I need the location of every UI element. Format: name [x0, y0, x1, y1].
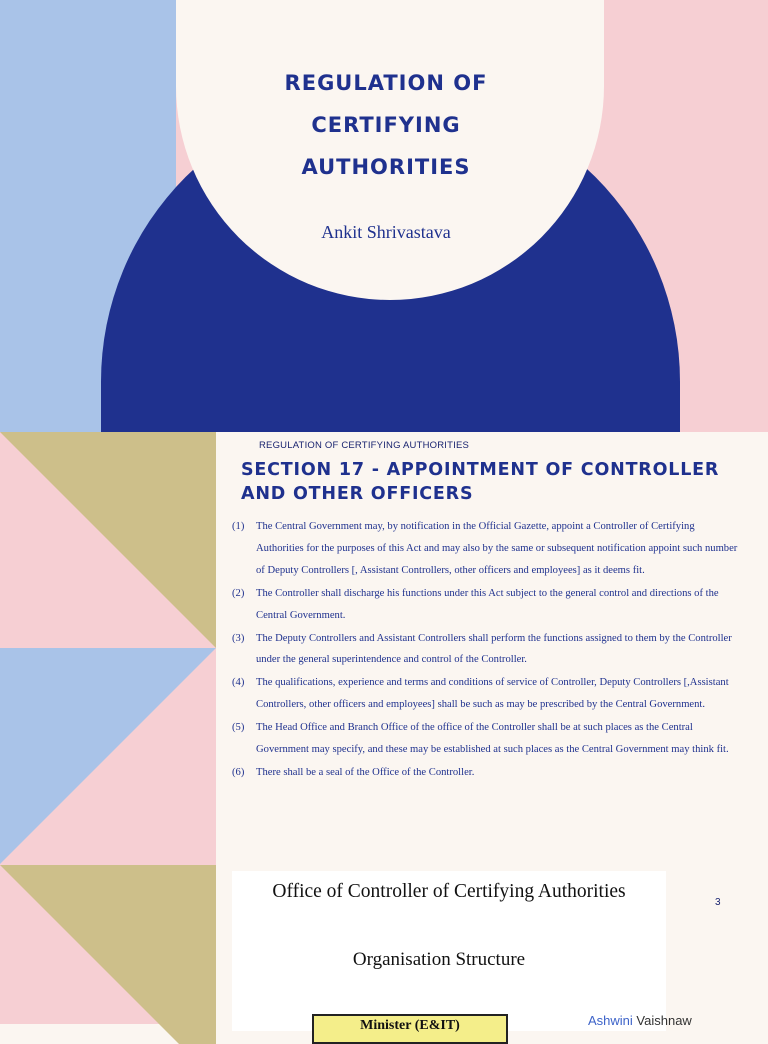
list-item — [232, 628, 744, 672]
author-name: Ankit Shrivastava — [321, 222, 451, 242]
image-title: Office of Controller of Certifying Authorities — [272, 881, 626, 902]
name-last: Vaishnaw — [636, 1013, 692, 1028]
org-structure-image — [232, 871, 666, 1031]
page-number: 3 — [715, 897, 721, 908]
clause-text: There shall be a seal of the Office of the Controller. — [256, 766, 475, 778]
geometric-decoration — [0, 432, 216, 865]
list-item — [232, 672, 744, 716]
list-item — [232, 583, 744, 627]
clause-text: The Central Government may, by notification in the Official Gazette, appoint a Controller of Certifying Authorities for the purposes of this Act and may also by the same or subsequent notification appoint such number of Deputy Controllers [, Assistant Controllers, other officers and employees] as it deems fit. — [256, 521, 738, 576]
clause-number: (3) — [232, 632, 245, 644]
clause-text: The Controller shall discharge his functions under this Act subject to the general control and directions of the Central Government. — [256, 587, 719, 621]
minister-box — [312, 1014, 508, 1044]
organisation-slide — [0, 865, 768, 1033]
title-slide — [0, 0, 768, 432]
name-first: Ashwini — [588, 1013, 633, 1028]
minister-name — [588, 1013, 692, 1028]
clause-text: The Deputy Controllers and Assistant Controllers shall perform the functions assigned to them by the Controller under the general superintendence and control of the Controller. — [256, 632, 732, 666]
section-heading: SECTION 17 - APPOINTMENT OF CONTROLLER AND OTHER OFFICERS — [241, 460, 720, 504]
geometric-decoration — [0, 865, 216, 1024]
section-17-slide — [0, 432, 768, 865]
list-item — [232, 516, 744, 582]
clause-list — [232, 516, 744, 785]
clause-number: (4) — [232, 677, 245, 689]
clause-number: (5) — [232, 722, 245, 734]
title-line-2: CERTIFYING — [311, 113, 461, 137]
title-line-3: AUTHORITIES — [301, 155, 471, 179]
clause-number: (2) — [232, 587, 245, 599]
title-line-1: REGULATION OF — [284, 71, 488, 95]
clause-number: (6) — [232, 766, 245, 778]
clause-text: The Head Office and Branch Office of the office of the Controller shall be at such places as the Central Government may specify, and these may be established at such places as the Central Government may think fit. — [256, 722, 729, 756]
clause-number: (1) — [232, 521, 245, 532]
list-item — [232, 762, 744, 784]
slide-header-label: REGULATION OF CERTIFYING AUTHORITIES — [259, 440, 470, 451]
list-item — [232, 717, 744, 761]
image-subtitle: Organisation Structure — [352, 949, 526, 970]
clause-text: The qualifications, experience and terms and conditions of service of Controller, Deputy Controllers [,Assistant Controllers, other officers and employees] shall be such as may be prescribed by the Central Government. — [256, 677, 729, 711]
minister-box-label: Minister (E&IT) — [360, 1018, 460, 1033]
slide-title — [176, 62, 596, 188]
